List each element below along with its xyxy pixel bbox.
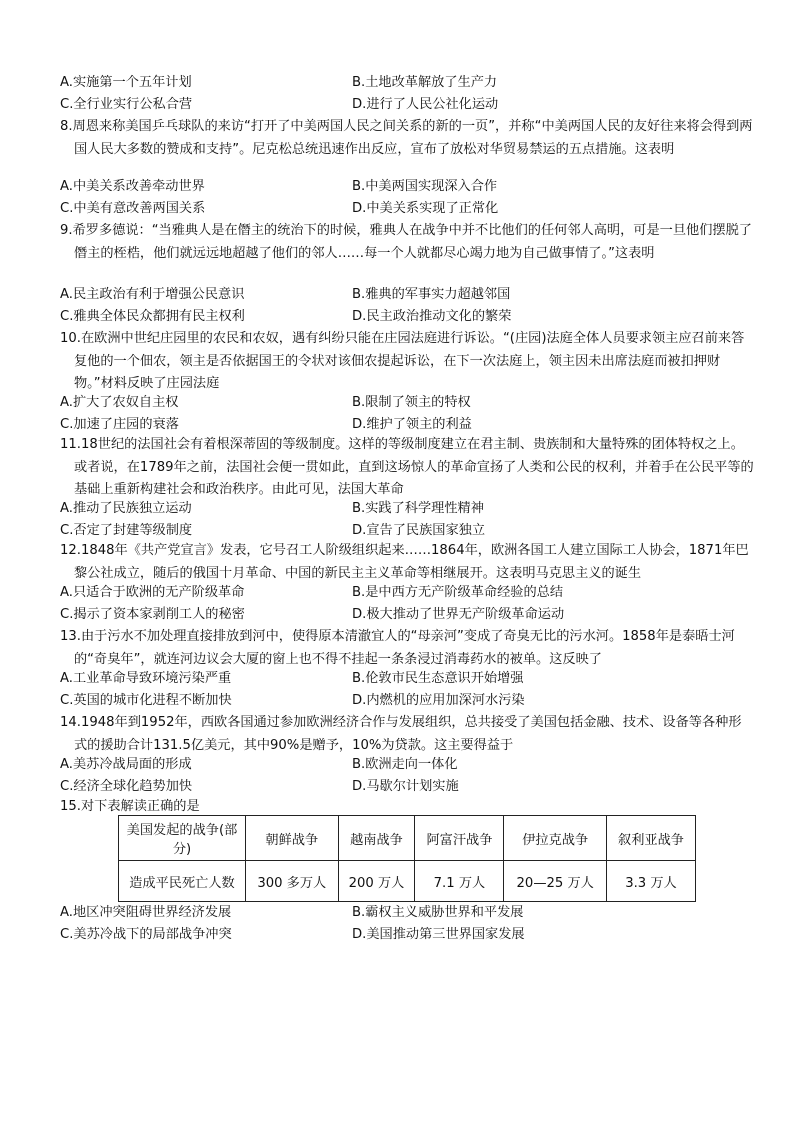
war-casualty-table: [118, 815, 696, 902]
q9-stem: 9.希罗多德说：“当雅典人是在僭主的统治下的时候，雅典人在战争中并不比他们的任何邻人高明，可是一旦他们摆脱了僭主的桎梏，他们就远远地超越了他们的邻人……每一个人就都尽心竭力地为自己做事情了。”这表明: [60, 223, 752, 261]
q13-option-d: D.内燃机的应用加深河水污染: [352, 693, 525, 708]
table-header-cell: 朝鲜战争: [246, 816, 339, 861]
q9-options: [60, 284, 740, 328]
q14-options: [60, 754, 740, 798]
q14-option-c: C.经济全球化趋势加快: [60, 779, 193, 794]
q11-option-b: B.实践了科学理性精神: [352, 501, 484, 516]
q7-option-d: D.进行了人民公社化运动: [352, 97, 499, 112]
table-cell: 7.1 万人: [415, 861, 504, 902]
q11-stem: 11.18世纪的法国社会有着根深蒂固的等级制度。这样的等级制度建立在君主制、贵族制和大量特殊的团体特权之上。或者说，在1789年之前，法国社会便一贯如此，直到这场惊人的革命宣扬了人类和公民的权利，并着手在公民平等的基础上重新构建社会和政治秩序。由此可见，法国大革命: [60, 437, 754, 497]
q13-option-c: C.英国的城市化进程不断加快: [60, 693, 232, 708]
q14-option-b: B.欧洲走向一体化: [352, 757, 458, 772]
q8-option-a: A.中美关系改善牵动世界: [60, 179, 205, 194]
table-header-cell: 伊拉克战争: [504, 816, 607, 861]
q14-option-d: D.马歇尔计划实施: [352, 779, 459, 794]
q10-option-d: D.维护了领主的利益: [352, 417, 472, 432]
q7-option-a: A.实施第一个五年计划: [60, 75, 192, 90]
q12-option-c: C.揭示了资本家剥削工人的秘密: [60, 607, 245, 622]
q13-option-a: A.工业革命导致环境污染严重: [60, 671, 232, 686]
q8-option-b: B.中美两国实现深入合作: [352, 179, 498, 194]
q15-option-c: C.美苏冷战下的局部战争冲突: [60, 927, 232, 942]
q13-option-b: B.伦敦市民生态意识开始增强: [352, 671, 524, 686]
table-cell: 20—25 万人: [504, 861, 607, 902]
q15-option-d: D.美国推动第三世界国家发展: [352, 927, 525, 942]
q11-option-c: C.否定了封建等级制度: [60, 523, 193, 538]
q11-option-d: D.宣告了民族国家独立: [352, 523, 486, 538]
q14-option-a: A.美苏冷战局面的形成: [60, 757, 192, 772]
q10-option-c: C.加速了庄园的衰落: [60, 417, 179, 432]
q8-option-c: C.中美有意改善两国关系: [60, 201, 206, 216]
q10-option-b: B.限制了领主的特权: [352, 395, 471, 410]
q15-options: [60, 902, 740, 946]
q9-option-c: C.雅典全体民众都拥有民主权利: [60, 309, 245, 324]
table-header-cell: 美国发起的战争(部分): [119, 816, 246, 861]
table-cell: 3.3 万人: [606, 861, 695, 902]
table-row: [119, 861, 696, 902]
q9-option-a: A.民主政治有利于增强公民意识: [60, 287, 245, 302]
q12-option-a: A.只适合于欧洲的无产阶级革命: [60, 585, 245, 600]
q15-option-b: B.霸权主义威胁世界和平发展: [352, 905, 524, 920]
q7-option-c: C.全行业实行公私合营: [60, 97, 193, 112]
q15-option-a: A.地区冲突阻碍世界经济发展: [60, 905, 232, 920]
q10-stem: 10.在欧洲中世纪庄园里的农民和农奴，遇有纠纷只能在庄园法庭进行诉讼。“(庄园)法庭全体人员要求领主应召前来答复他的一个佃农，领主是否依据国王的令状对该佃农提起诉讼，在下一次法庭上，领主因未出席法庭而被扣押财物。”材料反映了庄园法庭: [60, 331, 745, 391]
q13-options: [60, 668, 740, 712]
q13-stem: 13.由于污水不加处理直接排放到河中，使得原本清澈宜人的“母亲河”变成了奇臭无比的污水河。1858年是泰晤士河的“奇臭年”，就连河边议会大厦的窗上也不得不挂起一条条浸过消毒药水的被单。这反映了: [60, 629, 735, 667]
q12-options: [60, 582, 740, 626]
q11-options: [60, 498, 740, 542]
q12-option-d: D.极大推动了世界无产阶级革命运动: [352, 607, 565, 622]
table-header-cell: 叙利亚战争: [606, 816, 695, 861]
table-cell: 造成平民死亡人数: [119, 861, 246, 902]
q7-option-b: B.土地改革解放了生产力: [352, 75, 498, 90]
q9-option-b: B.雅典的军事实力超越邻国: [352, 287, 511, 302]
q10-options: [60, 392, 740, 436]
table-header-cell: 阿富汗战争: [415, 816, 504, 861]
q11-option-a: A.推动了民族独立运动: [60, 501, 192, 516]
q8-stem: 8.周恩来称美国乒乓球队的来访“打开了中美两国人民之间关系的新的一页”，并称“中美两国人民的友好往来将会得到两国人民大多数的赞成和支持”。尼克松总统迅速作出反应，宣布了放松对华贸易禁运的五点措施。这表明: [60, 119, 753, 157]
table-header-row: [119, 816, 696, 861]
q8-option-d: D.中美关系实现了正常化: [352, 201, 499, 216]
table-cell: 300 多万人: [246, 861, 339, 902]
q8-options: [60, 176, 740, 220]
q14-stem: 14.1948年到1952年，西欧各国通过参加欧洲经济合作与发展组织，总共接受了美国包括金融、技术、设备等各种形式的援助合计131.5亿美元，其中90%是赠予，10%为贷款。这主要得益于: [60, 715, 742, 753]
table-header-cell: 越南战争: [338, 816, 415, 861]
q12-stem: 12.1848年《共产党宣言》发表，它号召工人阶级组织起来……1864年，欧洲各国工人建立国际工人协会，1871年巴黎公社成立，随后的俄国十月革命、中国的新民主主义革命等相继展开。这表明马克思主义的诞生: [60, 543, 749, 581]
q12-option-b: B.是中西方无产阶级革命经验的总结: [352, 585, 564, 600]
q9-option-d: D.民主政治推动文化的繁荣: [352, 309, 512, 324]
table-cell: 200 万人: [338, 861, 415, 902]
q7-options: [60, 72, 740, 116]
q15-stem: 15.对下表解读正确的是: [60, 799, 200, 814]
q10-option-a: A.扩大了农奴自主权: [60, 395, 179, 410]
